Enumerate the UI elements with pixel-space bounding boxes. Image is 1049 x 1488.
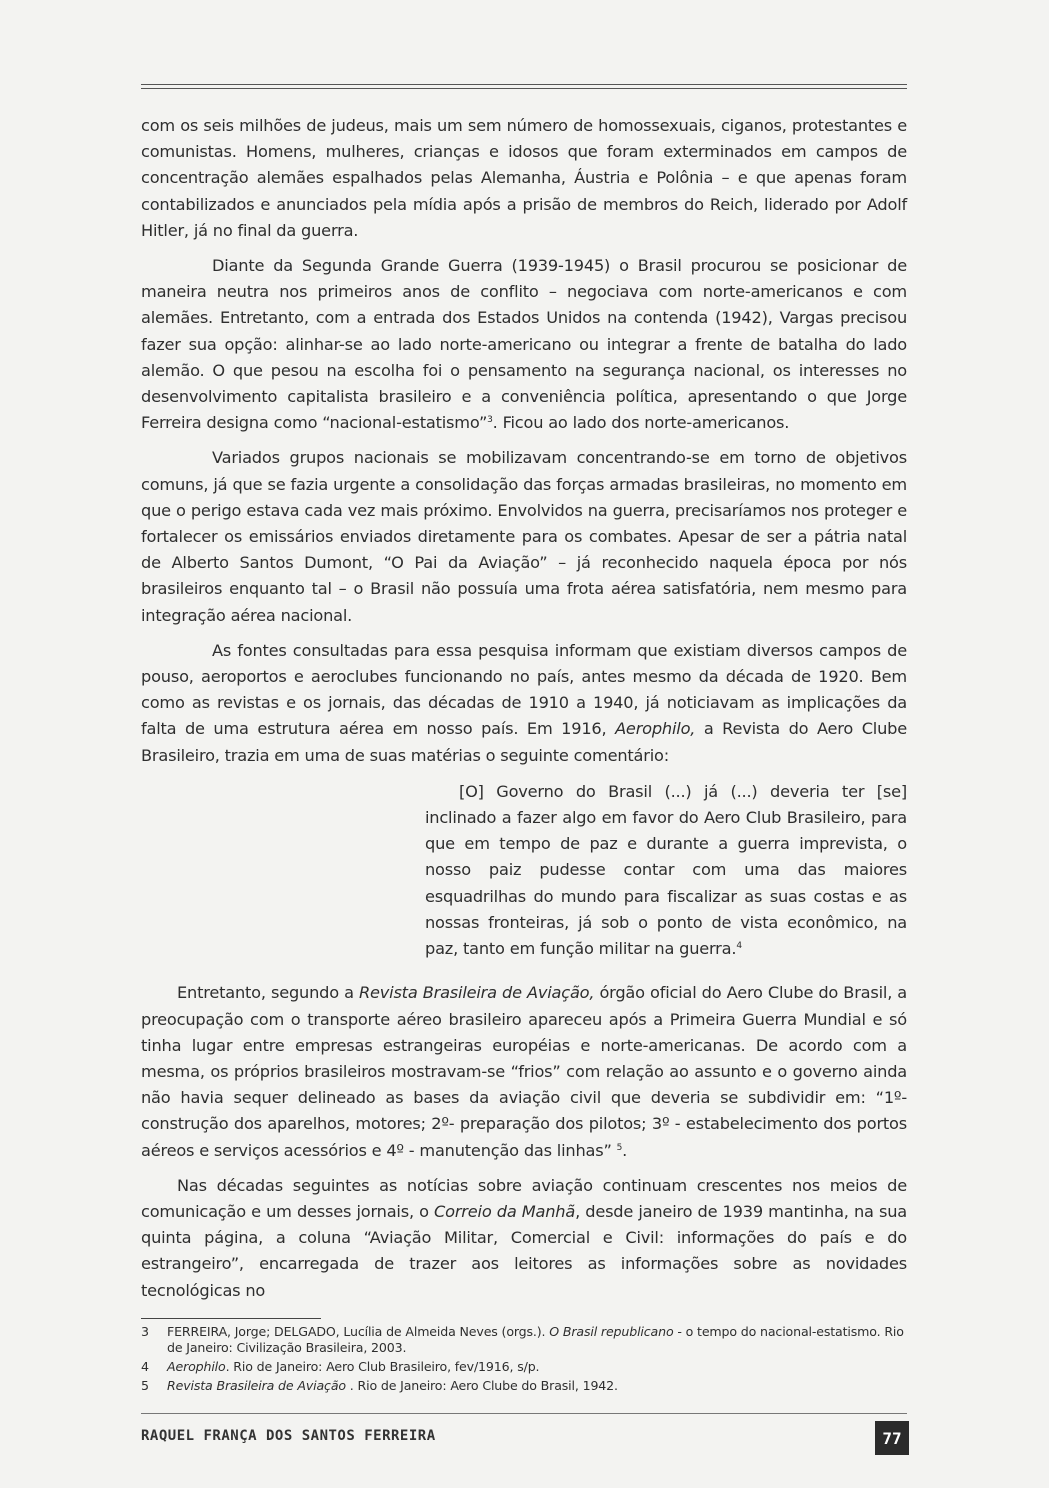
paragraph-1: com os seis milhões de judeus, mais um sem número de homossexuais, ciganos, protestantes e comunistas. Homens, mulheres, crianças e idosos que foram exterminados em campos de concentração alemães espalhados pelas Alemanha, Áustria e Polônia – e que apenas foram contabilizados e anunciados pela mídia após a prisão de membros do Reich, liderado por Adolf Hitler, já no final da guerra. (141, 116, 907, 240)
paragraph-4 (141, 638, 907, 769)
paragraph-2-text: Diante da Segunda Grande Guerra (1939-1945) o Brasil procurou se posicionar de maneira neutra nos primeiros anos de conflito – negociava com norte-americanos e com alemães. Entretanto, com a entrada dos Estados Unidos na contenda (1942), Vargas precisou fazer sua opção: alinhar-se ao lado norte-americano ou integrar a frente de batalha do lado alemão. O que pesou na escolha foi o pensamento na segurança nacional, os interesses no desenvolvimento capitalista brasileiro e a conveniência política, apresentando o que Jorge Ferreira designa como “nacional-estatismo” (141, 256, 907, 433)
footnote-number: 5 (141, 1378, 149, 1393)
footnote-number: 3 (141, 1324, 149, 1339)
author-name: RAQUEL FRANÇA DOS SANTOS FERREIRA (141, 1428, 436, 1444)
paragraph-4-title: Aerophilo, (615, 719, 696, 739)
paragraph-5 (141, 980, 907, 1163)
footnote-number: 4 (141, 1359, 149, 1374)
footnote (141, 1378, 907, 1394)
paragraph-2 (141, 253, 907, 436)
body-text (141, 113, 907, 1304)
paragraph-5-text-b: órgão oficial do Aero Clube do Brasil, a preocupação com o transporte aéreo brasileiro apareceu após a Primeira Guerra Mundial e só tinha lugar entre empresas estrangeiras européias e norte-americanas. De acordo com a mesma, os próprios brasileiros mostravam-se “frios” com relação ao assunto e o governo ainda não havia sequer delineado as bases da aviação civil que deveria se subdividir em: “1º- construção dos aparelhos, motores; 2º- preparação dos pilotos; 3º - estabelecimento dos portos aéreos e serviços acessórios e 4º - manutenção das linhas” (141, 983, 908, 1160)
block-quote-text: [O] Governo do Brasil (...) já (...) deveria ter [se] inclinado a fazer algo em favor do Aero Club Brasileiro, para que em tempo de paz e durante a guerra imprevista, o nosso paiz pudesse contar com uma das maiores esquadrilhas do mundo para fiscalizar as suas costas e as nossas fronteiras, já sob o ponto de vista econômico, na paz, tanto em função militar na guerra. (425, 781, 907, 959)
footnote-title: Aerophilo (167, 1359, 226, 1374)
header-rule-lower (141, 88, 907, 89)
footer-rule (141, 1413, 907, 1414)
footnote (141, 1324, 907, 1356)
footnote-text (167, 1359, 907, 1375)
header-rule-upper (141, 84, 907, 85)
footnote-separator (141, 1318, 321, 1319)
footnote-title: O Brasil republicano (549, 1324, 674, 1339)
footnote-text (167, 1324, 907, 1356)
paragraph-3: Variados grupos nacionais se mobilizavam concentrando-se em torno de objetivos comuns, já que se fazia urgente a consolidação das forças armadas brasileiras, no momento em que o perigo estava cada vez mais próximo. Envolvidos na guerra, precisaríamos nos proteger e fortalecer os emissários enviados diretamente para os combates. Apesar de ser a pátria natal de Alberto Santos Dumont, “O Pai da Aviação” – já reconhecido naquela época por nós brasileiros enquanto tal – o Brasil não possuía uma frota aérea satisfatória, nem mesmo para integração aérea nacional. (141, 448, 907, 625)
footnote-ref-3: 3 (487, 415, 493, 426)
page-number: 77 (875, 1421, 909, 1455)
paragraph-6-title: Correio da Manhã (434, 1201, 576, 1221)
block-quote (425, 779, 907, 962)
paragraph-4-text-b: a Revista do Aero Clube Brasileiro, trazia em uma de suas matérias o seguinte comentário: (141, 719, 907, 765)
paragraph-2-end: . Ficou ao lado dos norte-americanos. (492, 413, 790, 433)
paragraph-6-text-a: Nas décadas seguintes as notícias sobre aviação continuam crescentes nos meios de comunicação e um desses jornais, o (141, 1175, 907, 1221)
paragraph-4-text-a: As fontes consultadas para essa pesquisa informam que existiam diversos campos de pouso, aeroportos e aeroclubes funcionando no país, antes mesmo da década de 1920. Bem como as revistas e os jornais, das décadas de 1910 a 1940, já noticiavam as implicações da falta de uma estrutura aérea em nosso país. Em 1916, (141, 640, 907, 739)
footnote (141, 1359, 907, 1375)
footnotes (141, 1324, 907, 1397)
footnote-text-a: FERREIRA, Jorge; DELGADO, Lucília de Almeida Neves (orgs.). (167, 1324, 550, 1339)
footnote-ref-5: 5 (616, 1142, 623, 1153)
footnote-text-b: . Rio de Janeiro: Aero Club Brasileiro, fev/1916, s/p. (225, 1359, 540, 1374)
footnote-text-b: . Rio de Janeiro: Aero Clube do Brasil, 1942. (345, 1378, 618, 1393)
paragraph-5-end: . (622, 1140, 628, 1160)
paragraph-5-text-a: Entretanto, segundo a (177, 983, 359, 1003)
paragraph-6-text-b: , desde janeiro de 1939 mantinha, na sua quinta página, a coluna “Aviação Militar, Comercial e Civil: informações do país e do estrangeiro”, encarregada de trazer aos leitores as informações sobre as novidades tecnológicas no (141, 1201, 907, 1300)
footnote-text (167, 1378, 907, 1394)
paragraph-5-title: Revista Brasileira de Aviação, (358, 983, 595, 1003)
paragraph-6 (141, 1173, 907, 1304)
footnote-ref-4: 4 (736, 941, 742, 952)
footnote-title: Revista Brasileira de Aviação (167, 1378, 346, 1393)
footnote-text-b: - o tempo do nacional-estatismo. Rio de Janeiro: Civilização Brasileira, 2003. (167, 1324, 904, 1355)
